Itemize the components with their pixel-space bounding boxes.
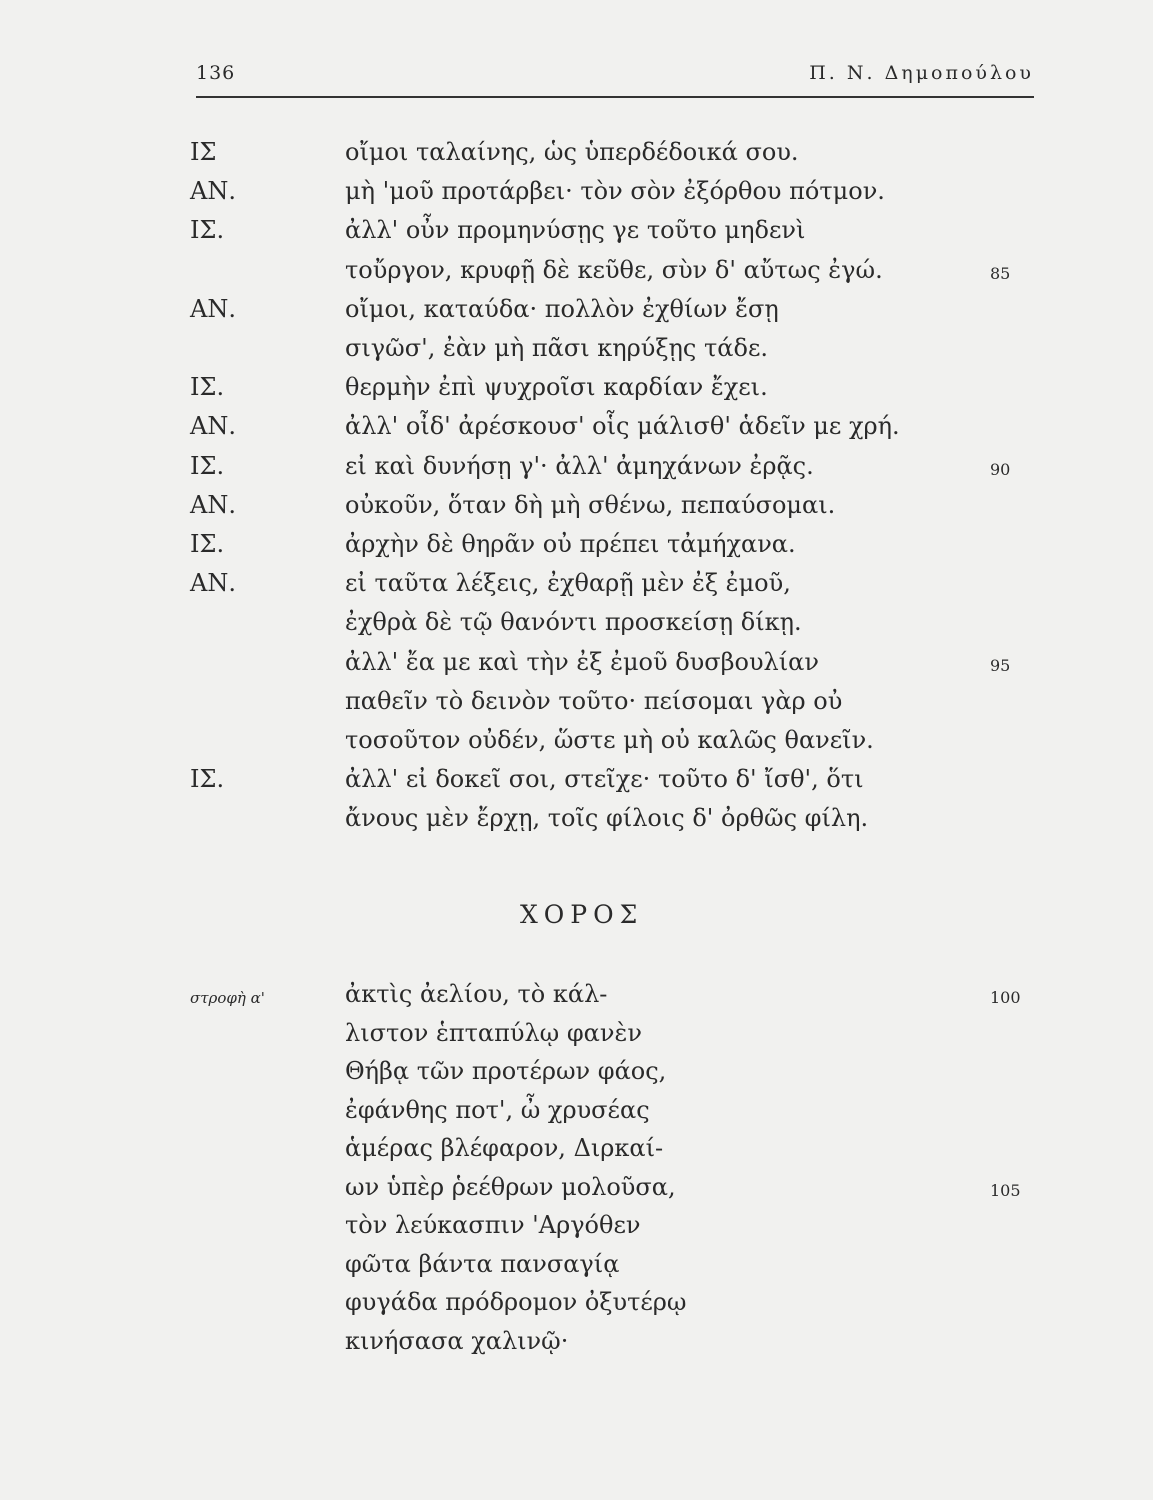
- chorus-line: [0, 1211, 1153, 1247]
- page-header: [196, 62, 1034, 98]
- verse-text: μὴ 'μοῦ προτάρβει· τὸν σὸν ἐξόρθου πότμον.: [345, 177, 885, 206]
- dialogue-line: [0, 491, 1153, 527]
- dialogue-line: [0, 726, 1153, 762]
- dialogue-line: [0, 687, 1153, 723]
- chorus-line: [0, 1096, 1153, 1132]
- chorus-line: [0, 1173, 1153, 1209]
- verse-text: εἰ καὶ δυνήσῃ γ'· ἀλλ' ἀμηχάνων ἐρᾷς.: [345, 451, 814, 480]
- verse-text: τὸν λεύκασπιν 'Αργόθεν: [345, 1211, 641, 1239]
- chorus-line: [0, 1019, 1153, 1055]
- verse-text: ἐφάνθης ποτ', ὦ χρυσέας: [345, 1095, 650, 1124]
- verse-text: ἀλλ' οἶδ' ἀρέσκουσ' οἷς μάλισθ' ἁδεῖν με χρή.: [345, 412, 900, 441]
- verse-text: ἁμέρας βλέφαρον, Διρκαί-: [345, 1134, 664, 1162]
- speaker-label: ΙΣ.: [190, 765, 225, 794]
- verse-text: λιστον ἑπταπύλῳ φανὲν: [345, 1018, 642, 1047]
- verse-text: ἀρχὴν δὲ θηρᾶν οὐ πρέπει τἀμήχανα.: [345, 530, 796, 558]
- page-number: 136: [196, 62, 236, 84]
- chorus-line: [0, 980, 1153, 1016]
- line-number: 90: [990, 459, 1011, 479]
- speaker-label: ΑΝ.: [190, 569, 236, 598]
- verse-text: θερμὴν ἐπὶ ψυχροῖσι καρδίαν ἔχει.: [345, 373, 768, 402]
- dialogue-line: [0, 138, 1153, 174]
- speaker-label: στροφὴ α': [190, 989, 265, 1007]
- dialogue-line: [0, 295, 1153, 331]
- verse-text: τοσοῦτον οὐδέν, ὥστε μὴ οὐ καλῶς θανεῖν.: [345, 726, 874, 754]
- verse-text: ἐχθρὰ δὲ τῷ θανόντι προσκείσῃ δίκῃ.: [345, 608, 802, 637]
- speaker-label: ΙΣ: [190, 138, 217, 166]
- verse-text: ἀκτὶς ἀελίου, τὸ κάλ-: [345, 980, 608, 1008]
- chorus-line: [0, 1250, 1153, 1286]
- verse-text: οὐκοῦν, ὅταν δὴ μὴ σθένω, πεπαύσομαι.: [345, 490, 836, 519]
- verse-text: ἀλλ' ἔα με καὶ τὴν ἐξ ἐμοῦ δυσβουλίαν: [345, 647, 819, 676]
- chorus-line: [0, 1327, 1153, 1363]
- dialogue-line: [0, 373, 1153, 409]
- verse-text: σιγῶσ', ἐὰν μὴ πᾶσι κηρύξῃς τάδε.: [345, 334, 768, 362]
- dialogue-line: [0, 608, 1153, 644]
- speaker-label: ΙΣ.: [190, 216, 225, 245]
- dialogue-line: [0, 216, 1153, 252]
- chorus-line: [0, 1134, 1153, 1170]
- verse-text: ἄνους μὲν ἔρχῃ, τοῖς φίλοις δ' ὀρθῶς φίλη.: [345, 804, 869, 833]
- dialogue-line: [0, 256, 1153, 292]
- verse-text: ων ὑπὲρ ῥεέθρων μολοῦσα,: [345, 1172, 676, 1201]
- verse-text: παθεῖν τὸ δεινὸν τοῦτο· πείσομαι γὰρ οὐ: [345, 686, 843, 715]
- dialogue-line: [0, 177, 1153, 213]
- line-number: 85: [990, 263, 1011, 283]
- verse-text: οἴμοι, καταύδα· πολλὸν ἐχθίων ἔσῃ: [345, 294, 779, 323]
- chorus-heading: ΧΟΡΟΣ: [520, 900, 644, 929]
- dialogue-line: [0, 530, 1153, 566]
- speaker-label: ΑΝ.: [190, 294, 236, 323]
- dialogue-line: [0, 804, 1153, 840]
- speaker-label: ΙΣ.: [190, 530, 225, 558]
- dialogue-line: [0, 334, 1153, 370]
- speaker-label: ΑΝ.: [190, 490, 236, 519]
- dialogue-line: [0, 452, 1153, 488]
- running-title: Π. Ν. Δημοπούλου: [809, 62, 1034, 84]
- verse-text: ἀλλ' εἰ δοκεῖ σοι, στεῖχε· τοῦτο δ' ἴσθ', ὅτι: [345, 765, 864, 794]
- speaker-label: ΑΝ.: [190, 412, 236, 441]
- chorus-line: [0, 1057, 1153, 1093]
- dialogue-line: [0, 569, 1153, 605]
- verse-text: τοὔργον, κρυφῇ δὲ κεῦθε, σὺν δ' αὔτως ἐγώ.: [345, 255, 883, 284]
- verse-text: εἰ ταῦτα λέξεις, ἐχθαρῇ μὲν ἐξ ἐμοῦ,: [345, 569, 791, 598]
- dialogue-line: [0, 765, 1153, 801]
- speaker-label: ΙΣ.: [190, 451, 225, 480]
- speaker-label: ΙΣ.: [190, 373, 225, 402]
- dialogue-line: [0, 412, 1153, 448]
- verse-text: ἀλλ' οὖν προμηνύσῃς γε τοῦτο μηδενὶ: [345, 216, 806, 245]
- verse-text: φυγάδα πρόδρομον ὀξυτέρῳ: [345, 1288, 687, 1316]
- line-number: 95: [990, 655, 1011, 675]
- speaker-label: ΑΝ.: [190, 177, 236, 206]
- chorus-line: [0, 1288, 1153, 1324]
- verse-text: κινήσασα χαλινῷ·: [345, 1326, 569, 1355]
- dialogue-line: [0, 648, 1153, 684]
- verse-text: Θήβᾳ τῶν προτέρων φάος,: [345, 1057, 667, 1085]
- verse-text: φῶτα βάντα πανσαγίᾳ: [345, 1249, 620, 1278]
- line-number: 105: [990, 1180, 1021, 1200]
- line-number: 100: [990, 988, 1021, 1007]
- verse-text: οἴμοι ταλαίνης, ὡς ὑπερδέδοικά σου.: [345, 138, 799, 166]
